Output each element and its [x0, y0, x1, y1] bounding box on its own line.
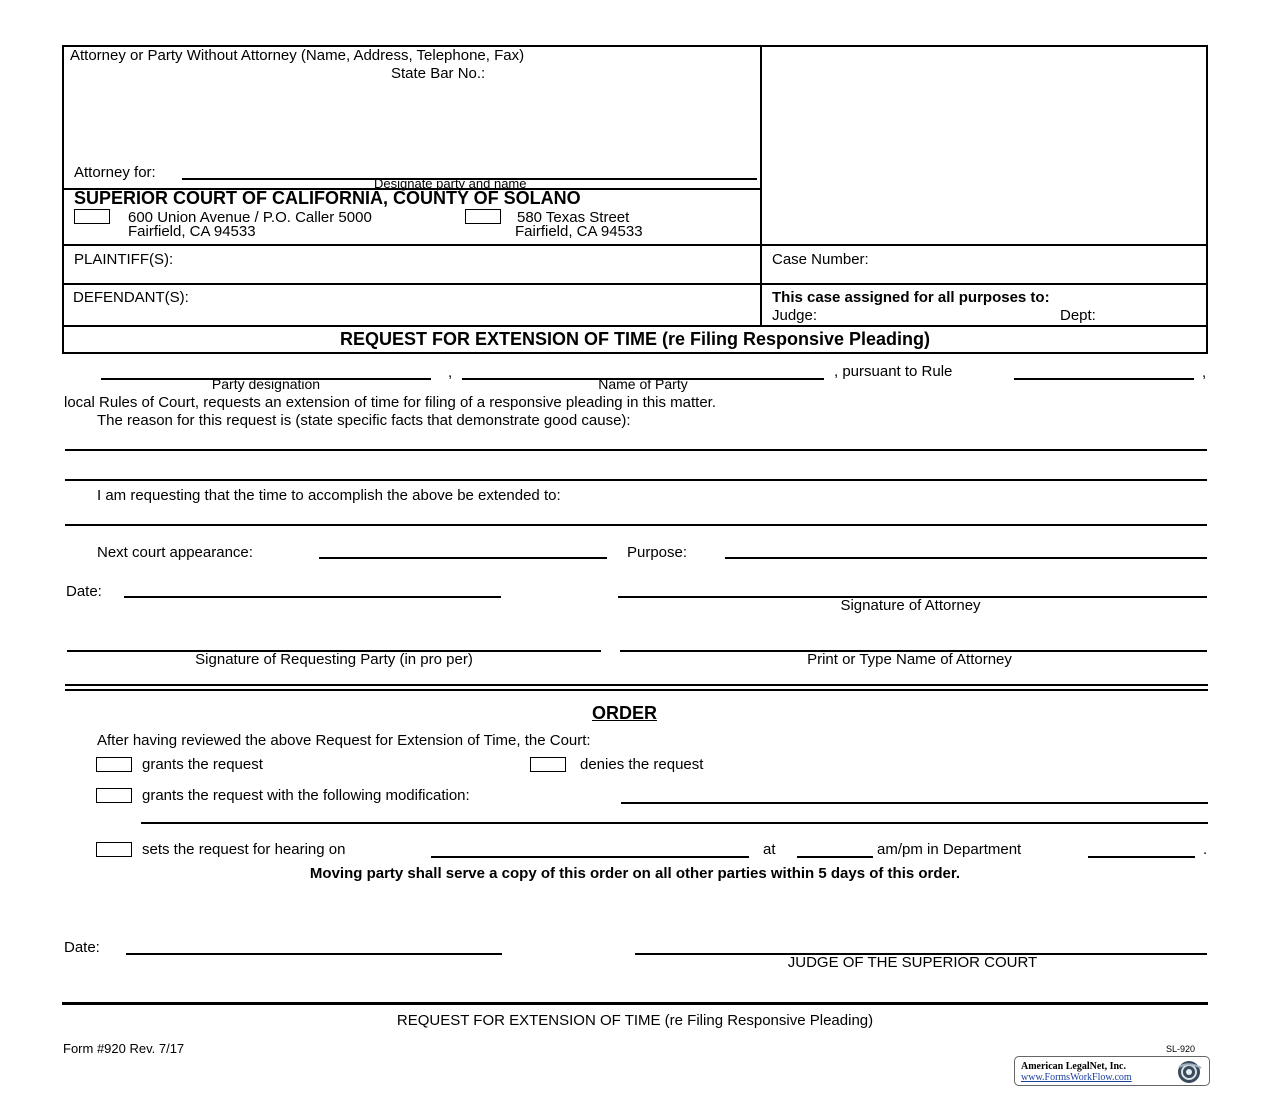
- title-row-divider: [62, 325, 1208, 327]
- court-stamp-area: [764, 48, 1204, 242]
- print-name-caption: Print or Type Name of Attorney: [807, 651, 1012, 668]
- comma-1: ,: [448, 364, 453, 381]
- location2-line1: 580 Texas Street: [517, 209, 630, 226]
- judge-label: Judge:: [772, 307, 818, 324]
- state-bar-label: State Bar No.:: [391, 65, 486, 82]
- signature-attorney-caption: Signature of Attorney: [840, 597, 981, 614]
- modification-field-1[interactable]: [621, 786, 1208, 804]
- location2-line2: Fairfield, CA 94533: [515, 223, 643, 240]
- attorney-for-label: Attorney for:: [74, 164, 156, 181]
- reason-line-1[interactable]: [65, 433, 1207, 451]
- hearing-checkbox[interactable]: [96, 842, 132, 857]
- next-appearance-label: Next court appearance:: [97, 544, 253, 561]
- attorney-info-field[interactable]: [70, 86, 754, 160]
- order-date-label: Date:: [64, 939, 100, 956]
- local-rules-text: local Rules of Court, requests an extension of time for filing of a responsive pleading in this matter.: [64, 394, 717, 411]
- comma-2: ,: [1202, 364, 1207, 381]
- period: .: [1203, 841, 1208, 858]
- judge-signature-field[interactable]: [635, 937, 1207, 955]
- location1-line1: 600 Union Avenue / P.O. Caller 5000: [128, 209, 372, 226]
- section-divider-bottom: [65, 689, 1208, 691]
- pursuant-text: , pursuant to Rule: [834, 363, 953, 380]
- purpose-field[interactable]: [725, 541, 1207, 559]
- plaintiff-field[interactable]: [200, 252, 750, 268]
- party-signature-field[interactable]: [67, 634, 601, 652]
- purpose-label: Purpose:: [627, 544, 688, 561]
- denies-checkbox[interactable]: [530, 757, 566, 772]
- order-title: ORDER: [592, 703, 658, 723]
- form-title: REQUEST FOR EXTENSION OF TIME (re Filing Responsive Pleading): [339, 329, 931, 349]
- plaintiff-row-divider: [62, 244, 1208, 246]
- next-appearance-field[interactable]: [319, 541, 607, 559]
- rule-field[interactable]: [1014, 362, 1194, 380]
- grants-label: grants the request: [142, 756, 263, 773]
- signature-party-caption: Signature of Requesting Party (in pro per): [195, 651, 473, 668]
- attorney-label: Attorney or Party Without Attorney (Name, Address, Telephone, Fax): [70, 47, 525, 64]
- brand-logo: [1014, 1056, 1210, 1086]
- hearing-date-field[interactable]: [431, 840, 749, 858]
- attorney-signature-field[interactable]: [618, 580, 1207, 598]
- ampm-label: am/pm in Department: [877, 841, 1022, 858]
- extend-text: I am requesting that the time to accomplish the above be extended to:: [97, 487, 561, 504]
- case-number-field[interactable]: [905, 252, 1200, 268]
- location2-checkbox[interactable]: [465, 209, 501, 224]
- assigned-label: This case assigned for all purposes to:: [772, 289, 1050, 306]
- hearing-label: sets the request for hearing on: [142, 841, 346, 858]
- name-of-party-caption: Name of Party: [598, 376, 688, 392]
- defendant-field[interactable]: [222, 290, 752, 306]
- date-label: Date:: [66, 583, 102, 600]
- footer-rule: [62, 1002, 1208, 1005]
- defendant-label: DEFENDANT(S):: [73, 289, 189, 306]
- plaintiff-label: PLAINTIFF(S):: [74, 251, 174, 268]
- reason-text: The reason for this request is (state specific facts that demonstrate good cause):: [97, 412, 631, 429]
- order-date-field[interactable]: [126, 937, 502, 955]
- judge-caption: JUDGE OF THE SUPERIOR COURT: [787, 954, 1038, 971]
- grants-checkbox[interactable]: [96, 757, 132, 772]
- reason-line-2[interactable]: [65, 463, 1207, 481]
- extend-to-field[interactable]: [65, 508, 1207, 526]
- modification-checkbox[interactable]: [96, 788, 132, 803]
- brand-url[interactable]: www.FormsWorkFlow.com: [1021, 1072, 1132, 1083]
- globe-icon: [1171, 1059, 1207, 1085]
- party-designation-caption: Party designation: [211, 376, 321, 392]
- designate-caption: Designate party and name: [374, 176, 527, 191]
- section-divider-top: [65, 684, 1208, 686]
- court-title: SUPERIOR COURT OF CALIFORNIA, COUNTY OF SOLANO: [74, 188, 581, 208]
- form-number: Form #920 Rev. 7/17: [63, 1041, 185, 1056]
- location1-checkbox[interactable]: [74, 209, 110, 224]
- order-intro: After having reviewed the above Request for Extension of Time, the Court:: [97, 732, 591, 749]
- brand-name: American LegalNet, Inc.: [1021, 1061, 1126, 1072]
- dept-label: Dept:: [1060, 307, 1096, 324]
- location1-line2: Fairfield, CA 94533: [128, 223, 256, 240]
- department-field[interactable]: [1088, 840, 1195, 858]
- date-field[interactable]: [124, 580, 501, 598]
- at-label: at: [763, 841, 776, 858]
- attorney-name-field[interactable]: [620, 634, 1207, 652]
- footer-title: REQUEST FOR EXTENSION OF TIME (re Filing Responsive Pleading): [396, 1012, 874, 1029]
- form-code: SL-920: [1166, 1044, 1196, 1054]
- serve-notice: Moving party shall serve a copy of this order on all other parties within 5 days of this order.: [309, 865, 961, 882]
- defendant-row-divider: [62, 283, 1208, 285]
- case-number-label: Case Number:: [772, 251, 869, 268]
- denies-label: denies the request: [580, 756, 704, 773]
- modification-label: grants the request with the following modification:: [142, 787, 470, 804]
- hearing-time-field[interactable]: [797, 840, 873, 858]
- modification-field-2[interactable]: [141, 806, 1208, 824]
